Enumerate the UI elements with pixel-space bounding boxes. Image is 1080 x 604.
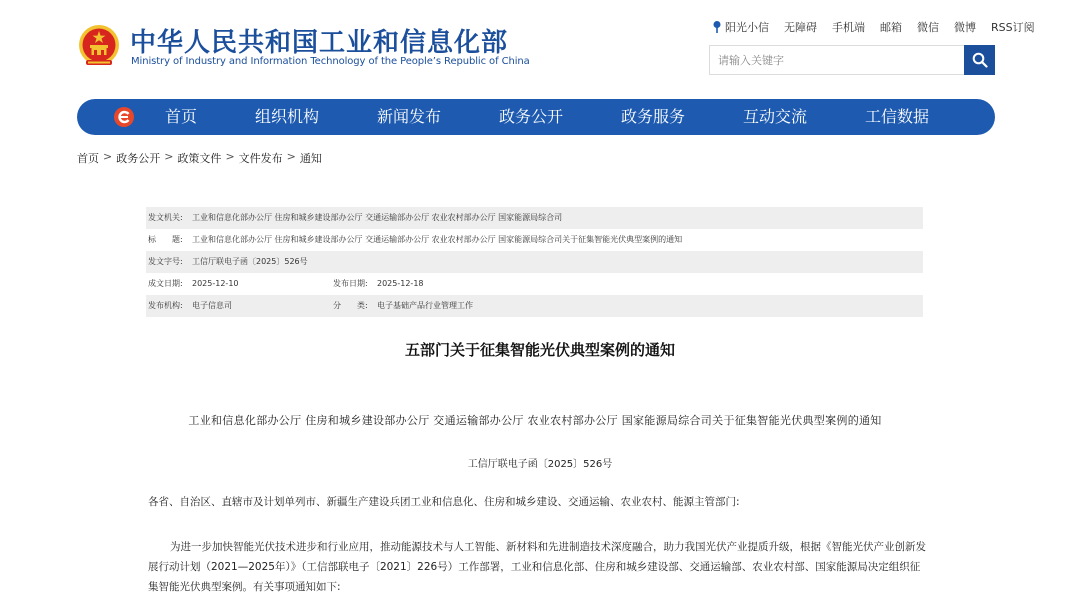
- info-row-org: [146, 295, 923, 317]
- location-pin-icon: [712, 20, 722, 34]
- link-mailbox[interactable]: 邮箱: [880, 21, 902, 34]
- site-title[interactable]: 中华人民共和国工业和信息化部: [130, 28, 509, 58]
- top-links: [712, 19, 1035, 35]
- info-row-dates: [146, 273, 923, 295]
- national-emblem-icon: [78, 24, 120, 68]
- link-rss[interactable]: RSS订阅: [991, 21, 1035, 34]
- issuer-label: 发文机关:: [148, 213, 183, 222]
- nav-news[interactable]: 新闻发布: [377, 107, 442, 126]
- docno-value: 工信厅联电子函〔2025〕526号: [192, 257, 308, 266]
- issuer-value: 工业和信息化部办公厅 住房和城乡建设部办公厅 交通运输部办公厅 农业农村部办公厅 国家能源局综合司: [192, 213, 563, 222]
- nav-data[interactable]: 工信数据: [865, 107, 930, 126]
- breadcrumb-separator: >: [286, 150, 296, 163]
- document-body-paragraph: 为进一步加快智能光伏技术进步和行业应用，推动能源技术与人工智能、新材料和先进制造技术深度融合，助力我国光伏产业提质升级，根据《智能光伏产业创新发展行动计划（2021—2025年）》（工信部联电子〔2021〕226号）工作部署，工业和信息化部、住房和城乡建设部、交通运输部、农业农村部、国家能源局决定组织征集智能光伏典型案例。有关事项通知如下:: [148, 541, 926, 593]
- link-mobile[interactable]: 手机端: [832, 21, 865, 34]
- nav-organization[interactable]: 组织机构: [255, 107, 320, 126]
- miit-logo-icon: [113, 106, 135, 128]
- document-title: 五部门关于征集智能光伏典型案例的通知: [404, 341, 675, 359]
- search-box: [709, 45, 995, 75]
- link-sunshine-xiaoxin[interactable]: [712, 19, 769, 35]
- main-nav: [77, 99, 995, 135]
- category-value: 电子基础产品行业管理工作: [377, 301, 473, 310]
- search-input[interactable]: [710, 46, 964, 74]
- breadcrumb-separator: >: [164, 150, 174, 163]
- breadcrumb-home[interactable]: 首页: [77, 152, 99, 165]
- link-accessibility[interactable]: 无障碍: [784, 21, 817, 34]
- created-label: 成文日期:: [148, 279, 183, 288]
- published-label: 发布日期:: [333, 279, 368, 288]
- org-label: 发布机构:: [148, 301, 183, 310]
- info-row-title: [146, 229, 923, 251]
- info-row-docno: [146, 251, 923, 273]
- published-value: 2025-12-18: [377, 279, 424, 288]
- breadcrumb-separator: >: [103, 150, 113, 163]
- breadcrumb-notice[interactable]: 通知: [299, 152, 322, 165]
- search-icon: [972, 52, 988, 68]
- title-label: 标 题:: [148, 235, 183, 244]
- title-value: 工业和信息化部办公厅 住房和城乡建设部办公厅 交通运输部办公厅 农业农村部办公厅 国家能源局综合司关于征集智能光伏典型案例的通知: [192, 235, 683, 244]
- nav-home[interactable]: 首页: [165, 107, 198, 126]
- document-info-table: [146, 207, 923, 317]
- search-button[interactable]: [964, 45, 995, 75]
- nav-government-affairs[interactable]: 政务公开: [499, 107, 564, 126]
- breadcrumb-separator: >: [225, 150, 235, 163]
- breadcrumb: [77, 150, 322, 166]
- category-label: 分 类:: [333, 301, 368, 310]
- site-title-english: Ministry of Industry and Information Technology of the People’s Republic of China: [131, 56, 530, 67]
- link-wechat[interactable]: 微信: [917, 21, 939, 34]
- breadcrumb-government-affairs[interactable]: 政务公开: [116, 152, 161, 165]
- breadcrumb-policy-documents[interactable]: 政策文件: [177, 152, 222, 165]
- document-subtitle: 工业和信息化部办公厅 住房和城乡建设部办公厅 交通运输部办公厅 农业农村部办公厅 国家能源局综合司关于征集智能光伏典型案例的通知: [188, 414, 882, 427]
- document-number: 工信厅联电子函〔2025〕526号: [467, 459, 613, 470]
- breadcrumb-document-release[interactable]: 文件发布: [238, 152, 283, 165]
- nav-interaction[interactable]: 互动交流: [743, 107, 808, 126]
- nav-government-services[interactable]: 政务服务: [621, 107, 686, 126]
- org-value: 电子信息司: [192, 301, 232, 310]
- link-sunshine-xiaoxin-label: 阳光小信: [725, 21, 769, 34]
- docno-label: 发文字号:: [148, 257, 183, 266]
- link-weibo[interactable]: 微博: [954, 21, 976, 34]
- info-row-issuer: [146, 207, 923, 229]
- document-addressee: 各省、自治区、直辖市及计划单列市、新疆生产建设兵团工业和信息化、住房和城乡建设、交通运输、农业农村、能源主管部门:: [148, 496, 740, 508]
- created-value: 2025-12-10: [192, 279, 239, 288]
